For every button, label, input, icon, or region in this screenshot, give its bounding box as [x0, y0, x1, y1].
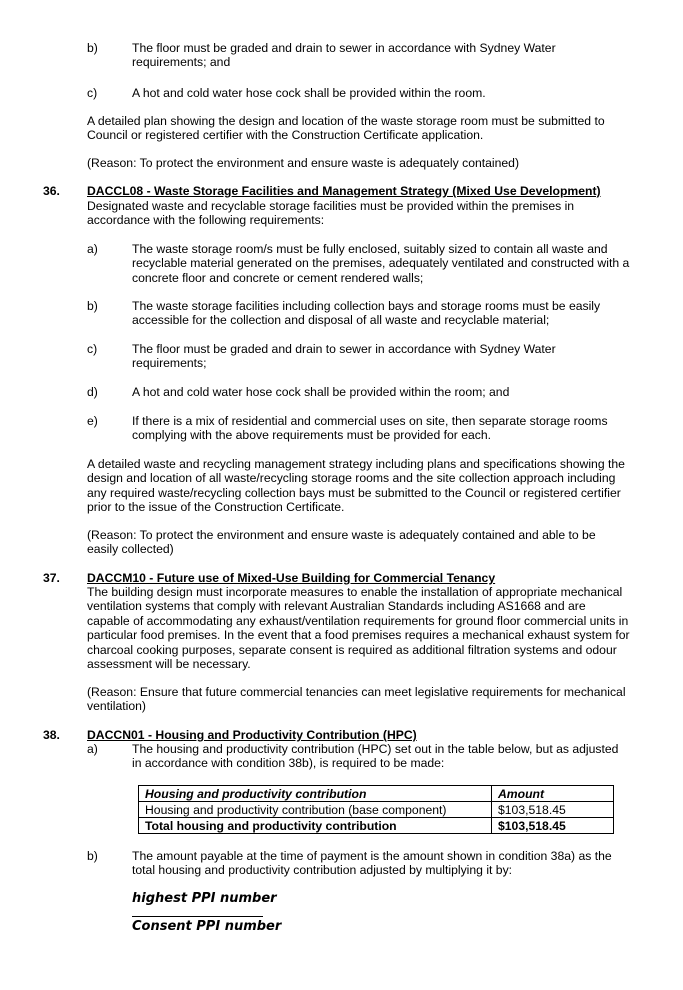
item-text: If there is a mix of residential and commercial uses on site, then separate storage rooms complying with the above requirements must be provided for each. [132, 414, 608, 443]
table-cell: Housing and productivity contribution (base component) [139, 802, 492, 818]
item-text: A hot and cold water hose cock shall be provided within the room. [132, 86, 486, 100]
item-text: The amount payable at the time of payment is the amount shown in condition 38a) as the total housing and productivity contribution adjusted by multiplying it by: [132, 849, 612, 878]
condition-title: DACCL08 - Waste Storage Facilities and Management Strategy (Mixed Use Development) [87, 184, 601, 198]
item-text: The floor must be graded and drain to sewer in accordance with Sydney Water requirements; [132, 342, 556, 371]
reason-text: (Reason: To protect the environment and ensure waste is adequately contained and able to be easily collected) [87, 528, 596, 557]
hpc-table [138, 785, 614, 834]
table-total-row [139, 818, 614, 834]
condition-number: 37. [43, 571, 60, 585]
paragraph: The building design must incorporate measures to enable the installation of appropriate mechanical ventilation systems that comply with relevant Australian Standards including AS1668 and are capable of accommodating any exhaust/ventilation requirements for ground floor commercial units in particular food premises. In the event that a food premises requires a mechanical exhaust system for charcoal cooking purposes, separate consent is required as additional filtration systems and odour assessment will be necessary. [87, 585, 630, 672]
item-letter: c) [87, 86, 98, 100]
table-cell: $103,518.45 [492, 802, 614, 818]
condition-number: 38. [43, 728, 60, 742]
item-text: The housing and productivity contribution (HPC) set out in the table below, but as adjusted in accordance with condition 38b), is required to be made: [132, 742, 619, 771]
reason-text: (Reason: Ensure that future commercial tenancies can meet legislative requirements for mechanical ventilation) [87, 685, 626, 714]
condition-title: DACCM10 - Future use of Mixed-Use Building for Commercial Tenancy [87, 571, 496, 585]
table-header-cell: Housing and productivity contribution [139, 786, 492, 802]
item-text: The floor must be graded and drain to sewer in accordance with Sydney Water requirements; and [132, 41, 556, 70]
item-letter: d) [87, 385, 98, 399]
formula-numerator: highest PPI number [132, 891, 277, 906]
item-text: The waste storage facilities including collection bays and storage rooms must be easily accessible for the collection and disposal of all waste and recyclable material; [132, 299, 601, 328]
paragraph: A detailed waste and recycling management strategy including plans and specifications showing the design and location of all waste/recycling storage rooms and the site collection approach including any required waste/recycling collection bays must be submitted to the Council or registered certifier prior to the issue of the Construction Certificate. [87, 457, 625, 515]
item-text: A hot and cold water hose cock shall be provided within the room; and [132, 385, 510, 399]
item-letter: c) [87, 342, 98, 356]
table-header-row [139, 786, 614, 802]
item-letter: b) [87, 299, 98, 313]
table-header-cell: Amount [492, 786, 614, 802]
condition-title: DACCN01 - Housing and Productivity Contribution (HPC) [87, 728, 417, 742]
formula-divider [132, 916, 263, 917]
table-row [139, 802, 614, 818]
reason-text: (Reason: To protect the environment and ensure waste is adequately contained) [87, 156, 520, 170]
table-cell: $103,518.45 [492, 818, 614, 834]
paragraph: A detailed plan showing the design and location of the waste storage room must be submitted to Council or registered certifier with the Construction Certificate application. [87, 114, 605, 143]
table-cell: Total housing and productivity contribution [139, 818, 492, 834]
item-letter: a) [87, 742, 98, 756]
formula-denominator: Consent PPI number [132, 919, 282, 934]
item-letter: b) [87, 849, 98, 863]
paragraph: Designated waste and recyclable storage facilities must be provided within the premises in accordance with the following requirements: [87, 199, 575, 228]
item-letter: a) [87, 242, 98, 256]
item-text: The waste storage room/s must be fully enclosed, suitably sized to contain all waste and recyclable material generated on the premises, adequately ventilated and constructed with a concrete floor and concrete or cement rendered walls; [132, 242, 630, 285]
item-letter: b) [87, 41, 98, 55]
condition-number: 36. [43, 184, 60, 198]
item-letter: e) [87, 414, 98, 428]
